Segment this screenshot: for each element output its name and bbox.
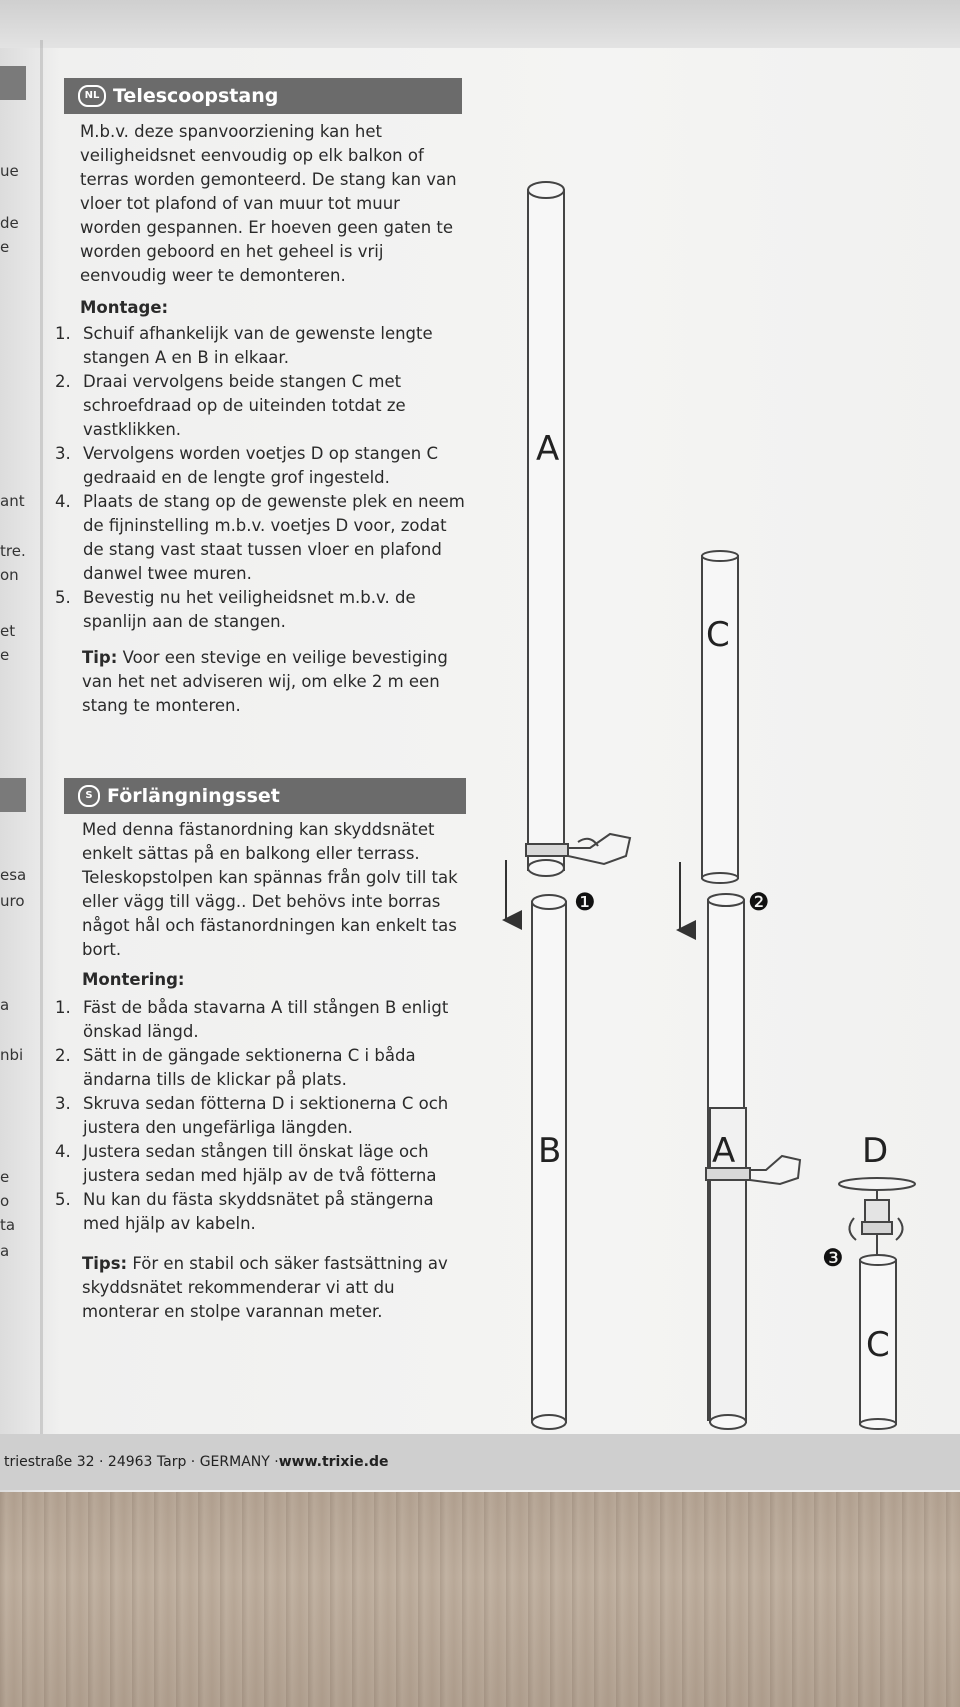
nl-step xyxy=(55,322,467,370)
nl-step-text: Bevestig nu het veiligheidsnet m.b.v. de spanlijn aan de stangen. xyxy=(83,588,416,631)
nl-tip-text: Voor een stevige en veilige bevestiging van het net adviseren wij, om elke 2 m een stang te monteren. xyxy=(82,648,448,715)
label-b: B xyxy=(538,1131,562,1171)
s-step-text: Fäst de båda stavarna A till stången B enligt önskad längd. xyxy=(83,998,449,1041)
label-d: D xyxy=(862,1131,889,1171)
s-step xyxy=(55,1092,469,1140)
nl-step xyxy=(55,490,467,586)
nl-section-title: Telescoopstang xyxy=(113,85,279,107)
prev-page-fragment: e xyxy=(0,1168,10,1186)
prev-page-fragment: on xyxy=(0,566,19,584)
s-step-number: 4. xyxy=(55,1142,71,1161)
assembly-diagram xyxy=(480,160,940,1365)
prev-page-fragment: ta xyxy=(0,1216,16,1234)
nl-language-badge: NL xyxy=(78,85,106,107)
page-fold-line xyxy=(40,40,43,1450)
s-section-header xyxy=(64,778,466,814)
nl-step-number: 3. xyxy=(55,444,71,463)
s-step xyxy=(55,1188,469,1236)
prev-page-fragment: ant xyxy=(0,492,25,510)
nl-step-text: Draai vervolgens beide stangen C met schroefdraad op de uiteinden totdat ze vastklikken. xyxy=(83,372,406,439)
s-step-number: 5. xyxy=(55,1190,71,1209)
nl-step xyxy=(55,442,467,490)
nl-step-text: Plaats de stang op de gewenste plek en neem de fijninstelling m.b.v. voetjes D voor, zodat de stang vast staat tussen vloer en plafond danwel twee muren. xyxy=(83,492,465,583)
s-tip-label: Tips: xyxy=(82,1254,128,1273)
s-step xyxy=(55,1044,469,1092)
step-3-marker: ❸ xyxy=(822,1244,844,1272)
label-c-middle: C xyxy=(706,615,730,655)
prev-page-fragment: e xyxy=(0,646,10,664)
nl-step-number: 4. xyxy=(55,492,71,511)
prev-page-fragment: o xyxy=(0,1192,10,1210)
wooden-table-background xyxy=(0,1490,960,1707)
prev-page-fragment: tre. xyxy=(0,542,26,560)
s-step-number: 1. xyxy=(55,998,71,1017)
s-steps-list xyxy=(55,996,469,1236)
nl-section-header xyxy=(64,78,462,114)
s-tip xyxy=(82,1252,468,1324)
footer-address: triestraße 32 · 24963 Tarp · GERMANY · xyxy=(4,1454,279,1470)
step-2-marker: ❷ xyxy=(748,888,770,916)
nl-steps-list xyxy=(55,322,467,634)
s-section-title: Förlängningsset xyxy=(107,785,280,807)
foot-d xyxy=(839,1178,915,1260)
footer-bar xyxy=(0,1434,960,1490)
label-a-lower: A xyxy=(712,1131,736,1171)
label-c-lower: C xyxy=(866,1325,890,1365)
pole-a-upper xyxy=(528,182,564,876)
prev-page-fragment: nbi xyxy=(0,1046,24,1064)
s-language-badge: S xyxy=(78,785,100,807)
nl-step xyxy=(55,370,467,442)
s-intro-text: Med denna fästanordning kan skyddsnätet enkelt sättas på en balkong eller terrass. Teleskopstolpen kan spännas från golv till tak eller vägg till vägg.. Det behövs inte borras något hål och fästanordningen kan enkelt tas bort. xyxy=(82,820,458,959)
s-step-text: Sätt in de gängade sektionerna C i båda ändarna tills de klickar på plats. xyxy=(83,1046,416,1089)
nl-step-text: Vervolgens worden voetjes D op stangen C gedraaid en de lengte grof ingesteld. xyxy=(83,444,439,487)
nl-tip-label: Tip: xyxy=(82,648,118,667)
s-step-text: Justera sedan stången till önskat läge och justera sedan med hjälp av de två fötterna xyxy=(83,1142,437,1185)
s-step-number: 2. xyxy=(55,1046,71,1065)
prev-page-fragment: esa xyxy=(0,866,27,884)
s-tip-text: För en stabil och säker fastsättning av skyddsnätet rekommenderar vi att du monterar en stolpe varannan meter. xyxy=(82,1254,448,1321)
prev-page-fragment: e xyxy=(0,238,10,256)
nl-step-text: Schuif afhankelijk van de gewenste lengte stangen A en B in elkaar. xyxy=(83,324,433,367)
nl-step xyxy=(55,586,467,634)
step-1-marker: ❶ xyxy=(574,888,596,916)
s-step-number: 3. xyxy=(55,1094,71,1113)
s-step xyxy=(55,996,469,1044)
nl-step-number: 5. xyxy=(55,588,71,607)
label-a-top: A xyxy=(536,429,560,469)
prev-page-fragment: a xyxy=(0,996,10,1014)
nl-montage-heading: Montage: xyxy=(80,298,169,317)
prev-page-fragment: uro xyxy=(0,892,25,910)
prev-page-fragment: a xyxy=(0,1242,10,1260)
s-montering-heading: Montering: xyxy=(82,970,185,989)
prev-page-fragment: de xyxy=(0,214,19,232)
piece-c-middle xyxy=(702,551,738,883)
footer-website-link[interactable]: www.trixie.de xyxy=(278,1454,389,1470)
s-step xyxy=(55,1140,469,1188)
prev-page-section-bar xyxy=(0,778,26,812)
sheet-top-edge xyxy=(0,0,960,48)
nl-step-number: 1. xyxy=(55,324,71,343)
prev-page-fragment: et xyxy=(0,622,16,640)
prev-page-section-bar xyxy=(0,66,26,100)
nl-intro-text: M.b.v. deze spanvoorziening kan het veiligheidsnet eenvoudig op elk balkon of terras worden gemonteerd. De stang kan van vloer tot plafond of van muur tot muur worden gespannen. Er hoeven geen gaten te worden geboord en het geheel is vrij eenvoudig weer te demonteren. xyxy=(80,122,457,285)
s-step-text: Nu kan du fästa skyddsnätet på stängerna med hjälp av kabeln. xyxy=(83,1190,434,1233)
nl-step-number: 2. xyxy=(55,372,71,391)
nl-tip xyxy=(82,646,466,718)
s-step-text: Skruva sedan fötterna D i sektionerna C och justera den ungefärliga längden. xyxy=(83,1094,449,1137)
prev-page-fragment: ue xyxy=(0,162,19,180)
